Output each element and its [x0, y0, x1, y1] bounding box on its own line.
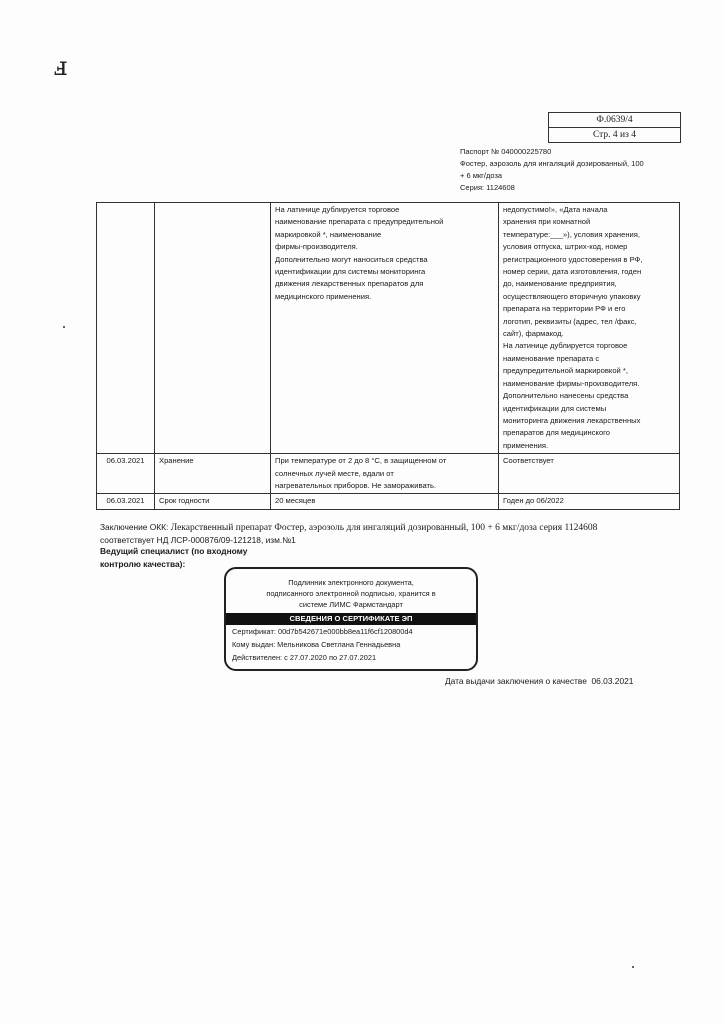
lead-specialist-line1: Ведущий специалист (по входному [100, 546, 248, 556]
conclusion-label: Заключение ОКК: [100, 522, 169, 532]
cell-date: 06.03.2021 [97, 494, 155, 509]
form-code: Ф.0639/4 [596, 115, 633, 125]
table-row [97, 494, 680, 509]
e-signature-stamp [224, 567, 478, 671]
cell-result: Годен до 06/2022 [499, 494, 680, 509]
cell-indicator: Хранение [155, 454, 271, 494]
issue-date [445, 676, 633, 686]
form-code-box [548, 112, 681, 143]
stamp-issued-to: Кому выдан: Мельникова Светлана Геннадьевна [232, 640, 401, 649]
stamp-valid: Действителен: с 27.07.2020 по 27.07.2021 [232, 653, 377, 662]
stamp-certificate-header: СВЕДЕНИЯ О СЕРТИФИКАТЕ ЭП [226, 613, 476, 625]
page-number: Стр. 4 из 4 [549, 127, 680, 142]
passport-product-line2: + 6 мкг/доза [460, 171, 503, 180]
cell-requirement: 20 месяцев [271, 494, 499, 509]
table-row [97, 454, 680, 494]
issue-date-value: 06.03.2021 [591, 676, 634, 686]
stamp-line2: подписанного электронной подписью, хранится в [266, 589, 436, 598]
conclusion [100, 520, 700, 547]
lead-specialist-line2: контролю качества): [100, 559, 186, 569]
quality-table [96, 202, 680, 510]
cell-date [97, 203, 155, 454]
cell-requirement: При температуре от 2 до 8 °С, в защищенном от солнечных лучей месте, вдали от нагревательных приборов. Не замораживать. [271, 454, 499, 494]
speck [632, 966, 634, 968]
cell-requirement: На латинице дублируется торговое наименование препарата с предупредительной маркировкой *, наименование фирмы-производителя. Дополнительно могут наноситься средства идентификации для системы мониторинга движения лекарственных препаратов для медицинского применения. [271, 203, 499, 454]
handwritten-mark: ⅎ [54, 52, 68, 82]
conclusion-text: Лекарственный препарат Фостер, аэрозоль для ингаляций дозированный, 100 + 6 мкг/доза серия 1124608 [170, 523, 598, 533]
stamp-line3: системе ЛИМС Фармстандарт [299, 600, 403, 609]
stamp-certificate: Сертификат: 00d7b542671e000bb8ea11f6cf120800d4 [232, 627, 413, 636]
cell-indicator [155, 203, 271, 454]
passport-number: Паспорт № 040000225780 [460, 147, 552, 156]
passport-series: Серия: 1124608 [460, 183, 515, 192]
passport-block [460, 146, 644, 194]
issue-date-label: Дата выдачи заключения о качестве [445, 676, 587, 686]
cell-result: недопустимо!», «Дата начала хранения при комнатной температуре:___»), условия хранения, условия отпуска, штрих-код, номер регистрационного удостоверения в РФ, номер серии, дата изготовления, годен до, наименование предприятия, осуществляющего вторичную упаковку препарата на территории РФ и его логотип, реквизиты (адрес, тел /факс, сайт), фармакод. На латинице дублируется торговое наименование препарата с предупредительной маркировкой *, наименование фирмы-производителя. Дополнительно нанесены средства идентификации для системы мониторинга движения лекарственных препаратов для медицинского применения. [499, 203, 680, 454]
cell-date: 06.03.2021 [97, 454, 155, 494]
stamp-line1: Подлинник электронного документа, [288, 578, 414, 587]
speck [63, 326, 65, 328]
lead-specialist [100, 545, 247, 571]
table-row [97, 203, 680, 454]
conclusion-line2: соответствует НД ЛСР-000876/09-121218, изм.№1 [100, 535, 296, 545]
passport-product-line1: Фостер, аэрозоль для ингаляций дозированный, 100 [460, 159, 644, 168]
cell-indicator: Срок годности [155, 494, 271, 509]
cell-result: Соответствует [499, 454, 680, 494]
